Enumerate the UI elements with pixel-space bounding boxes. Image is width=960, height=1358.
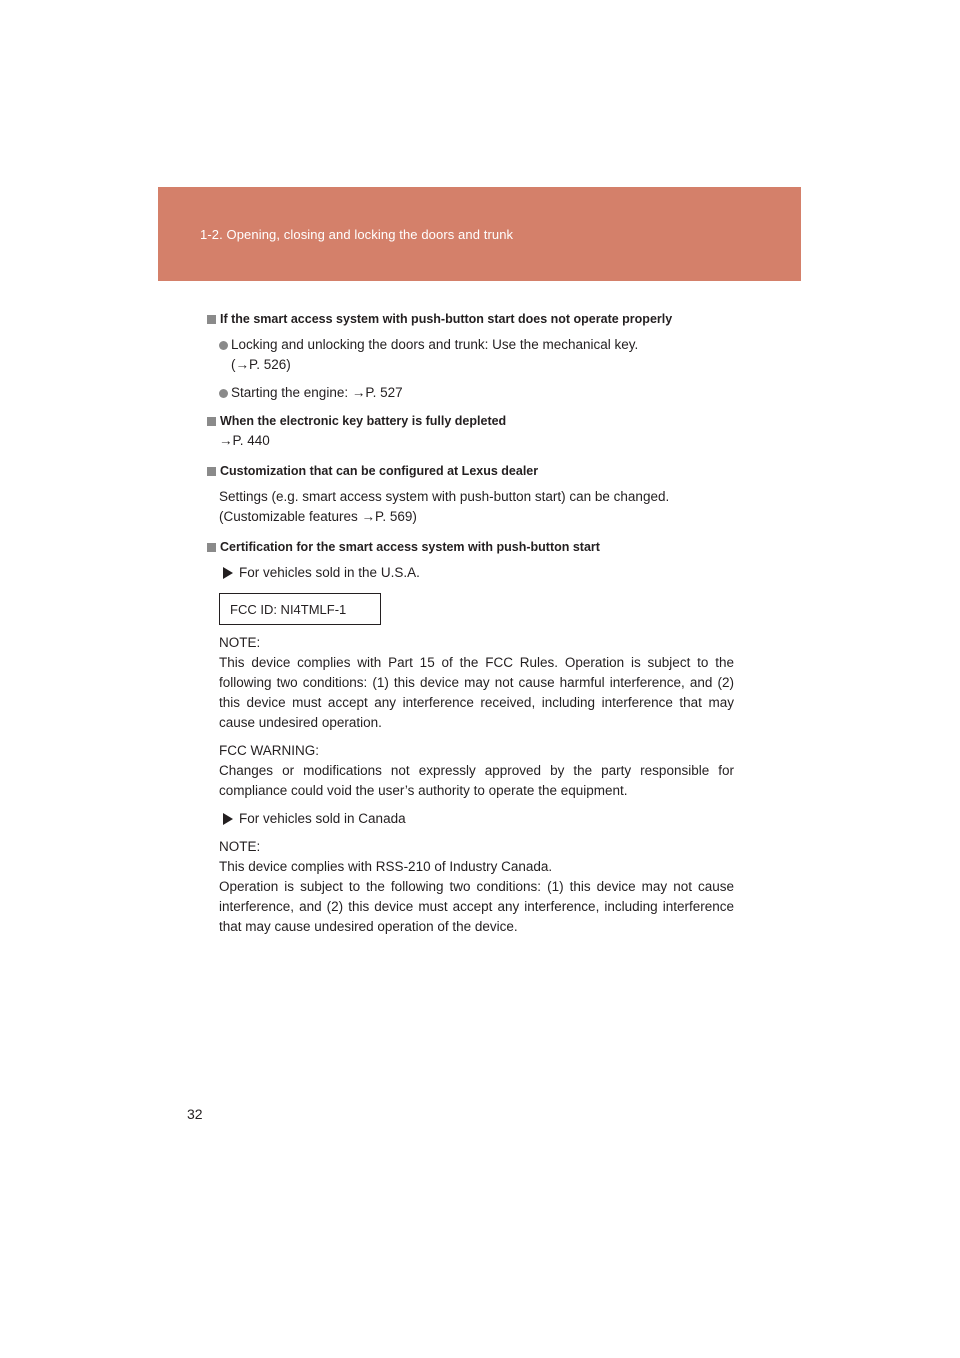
region-label-text: For vehicles sold in the U.S.A. bbox=[239, 565, 420, 580]
bullet-item bbox=[219, 335, 734, 375]
warning-text: Changes or modifications not expressly approved by the party responsible for compliance could void the user’s authority to operate the equipment. bbox=[219, 763, 734, 798]
heading-text: When the electronic key battery is fully depleted bbox=[220, 414, 507, 428]
bullet-text: Locking and unlocking the doors and trunk: Use the mechanical key. bbox=[231, 337, 639, 352]
page-reference[interactable]: →P. 440 bbox=[219, 433, 270, 448]
note-text: This device complies with Part 15 of the FCC Rules. Operation is subject to the following two conditions: (1) this device may not cause harmful interference, and (2) this device must accept any interference received, including interference that may cause undesired operation. bbox=[219, 655, 734, 730]
heading-text: Certification for the smart access system with push-button start bbox=[220, 540, 600, 554]
body-text: (Customizable features →P. 569) bbox=[219, 509, 417, 524]
note-title: NOTE: bbox=[219, 635, 261, 650]
page-reference[interactable]: (→P. 526) bbox=[231, 357, 291, 372]
warning-title: FCC WARNING: bbox=[219, 743, 319, 758]
square-bullet-icon bbox=[207, 467, 216, 476]
square-bullet-icon bbox=[207, 543, 216, 552]
region-label-canada bbox=[219, 809, 734, 829]
square-bullet-icon bbox=[207, 315, 216, 324]
section-heading bbox=[207, 309, 734, 329]
section-heading bbox=[207, 461, 734, 481]
note-title: NOTE: bbox=[219, 839, 261, 854]
heading-text: Customization that can be configured at Lexus dealer bbox=[220, 464, 539, 478]
note-text: This device complies with RSS-210 of Industry Canada. bbox=[219, 859, 553, 874]
note-text: Operation is subject to the following two conditions: (1) this device may not cause interference, and (2) this device must accept any interference, including interference that may cause undesired operation of the device. bbox=[219, 879, 734, 934]
page-number: 32 bbox=[187, 1106, 203, 1122]
square-bullet-icon bbox=[207, 417, 216, 426]
region-label-text: For vehicles sold in Canada bbox=[239, 811, 406, 826]
section-heading bbox=[207, 537, 734, 557]
page-content bbox=[207, 309, 734, 937]
circle-bullet-icon bbox=[219, 341, 228, 350]
body-text: Settings (e.g. smart access system with push-button start) can be changed. bbox=[219, 489, 670, 504]
arrow-right-icon bbox=[223, 567, 233, 579]
bullet-text: Starting the engine: →P. 527 bbox=[231, 385, 403, 400]
section-title: 1-2. Opening, closing and locking the doors and trunk bbox=[200, 227, 514, 242]
bullet-item bbox=[219, 383, 734, 403]
circle-bullet-icon bbox=[219, 389, 228, 398]
header-band bbox=[158, 187, 801, 281]
fcc-id-box: FCC ID: NI4TMLF-1 bbox=[219, 593, 381, 625]
arrow-right-icon bbox=[223, 813, 233, 825]
region-label-usa bbox=[219, 563, 734, 583]
heading-text: If the smart access system with push-button start does not operate properly bbox=[220, 312, 673, 326]
section-heading bbox=[207, 411, 734, 431]
